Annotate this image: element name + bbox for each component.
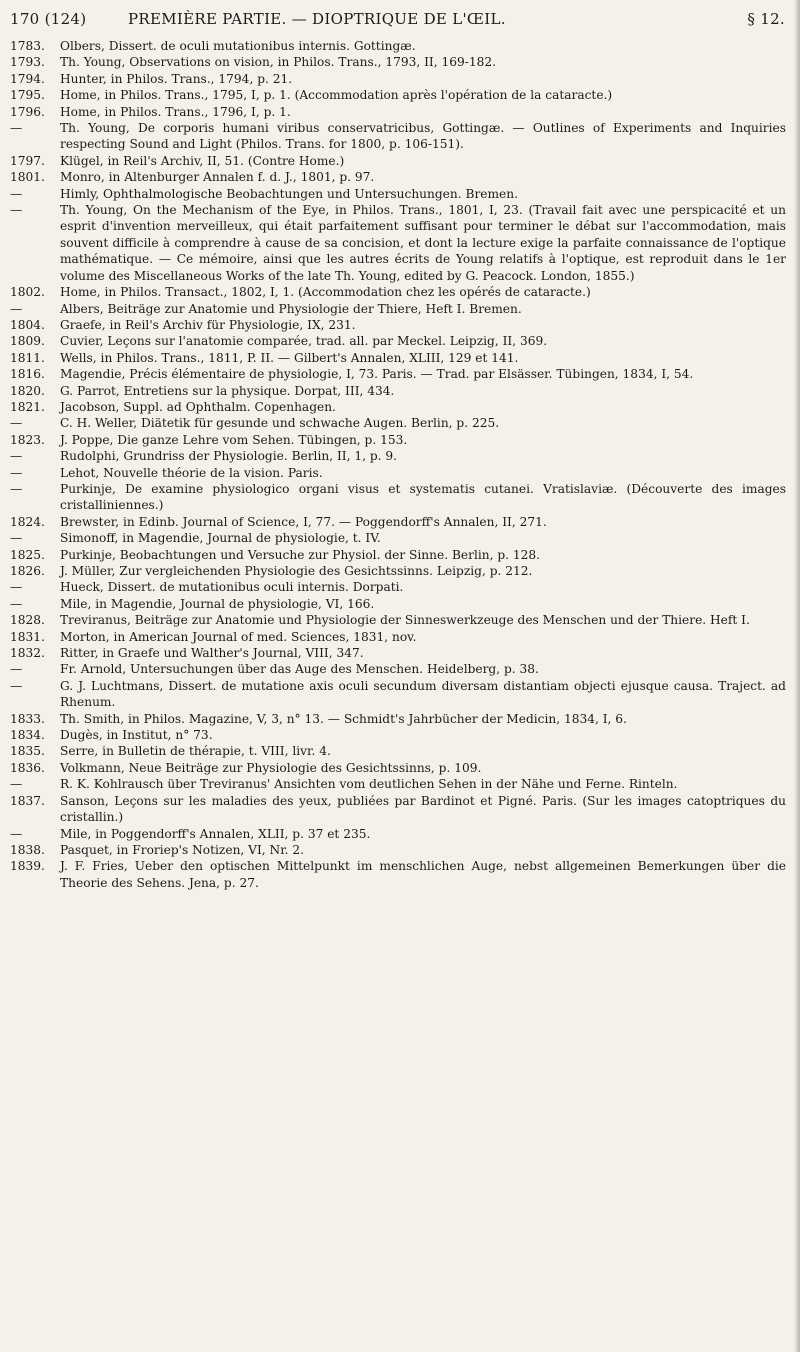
entry-text: R. K. Kohlrausch über Treviranus' Ansichten vom deutlichen Sehen in der Nähe und Ferne. Rinteln. xyxy=(60,777,678,792)
bibliography-entry xyxy=(10,399,786,415)
entry-text: Albers, Beiträge zur Anatomie und Physiologie der Thiere, Heft I. Bremen. xyxy=(60,301,522,316)
bibliography-entry xyxy=(10,793,786,826)
entry-year: 1836. xyxy=(10,760,45,775)
entry-year: 1783. xyxy=(10,39,45,53)
entry-year: 1801. xyxy=(10,170,45,185)
entry-year: 1828. xyxy=(10,613,45,628)
bibliography-entry xyxy=(10,104,786,120)
entry-year: 1797. xyxy=(10,153,45,168)
bibliography-entry xyxy=(10,87,786,103)
bibliography-entry xyxy=(10,448,786,464)
bibliography-entry xyxy=(10,202,786,284)
entry-year: 1825. xyxy=(10,547,45,562)
entry-text: Th. Young, De corporis humani viribus conservatricibus, Gottingæ. — Outlines of Experiments and Inquiries respecting Sound and Light (Philos. Trans. for 1800, p. 106-151). xyxy=(60,121,786,152)
entry-text: G. Parrot, Entretiens sur la physique. Dorpat, III, 434. xyxy=(60,383,395,398)
entry-year: 1804. xyxy=(10,317,45,332)
bibliography-entry xyxy=(10,38,786,54)
entry-text: Ritter, in Graefe und Walther's Journal, VIII, 347. xyxy=(60,646,364,661)
bibliography-entry xyxy=(10,530,786,546)
entry-text: Jacobson, Suppl. ad Ophthalm. Copenhagen. xyxy=(60,399,336,414)
page-number: 170 (124) xyxy=(10,10,87,28)
entry-text: Mile, in Magendie, Journal de physiologie, VI, 166. xyxy=(60,596,375,611)
bibliography-entry xyxy=(10,711,786,727)
bibliography-entry xyxy=(10,661,786,677)
entry-year: — xyxy=(10,481,23,496)
entry-text: Volkmann, Neue Beiträge zur Physiologie des Gesichtssinns, p. 109. xyxy=(60,760,482,775)
entry-year: — xyxy=(10,777,23,792)
bibliography-entry xyxy=(10,120,786,153)
entry-year: 1809. xyxy=(10,334,45,349)
entry-text: Rudolphi, Grundriss der Physiologie. Berlin, II, 1, p. 9. xyxy=(60,449,398,464)
bibliography-entry xyxy=(10,366,786,382)
entry-year: 1820. xyxy=(10,383,45,398)
entry-text: Th. Smith, in Philos. Magazine, V, 3, n° 13. — Schmidt's Jahrbücher der Medicin, 1834, I, 6. xyxy=(60,711,627,726)
entry-text: Olbers, Dissert. de oculi mutationibus internis. Gottingæ. xyxy=(60,39,416,53)
entry-year: 1833. xyxy=(10,711,45,726)
entry-year: 1834. xyxy=(10,728,45,743)
bibliography-entry xyxy=(10,579,786,595)
bibliography-entry xyxy=(10,432,786,448)
entry-text: C. H. Weller, Diätetik für gesunde und schwache Augen. Berlin, p. 225. xyxy=(60,416,500,431)
bibliography-entry xyxy=(10,743,786,759)
entry-text: J. Poppe, Die ganze Lehre vom Sehen. Tübingen, p. 153. xyxy=(60,432,408,447)
entry-year: — xyxy=(10,449,23,464)
entry-text: Serre, in Bulletin de thérapie, t. VIII, livr. 4. xyxy=(60,744,331,759)
entry-text: Fr. Arnold, Untersuchungen über das Auge des Menschen. Heidelberg, p. 38. xyxy=(60,662,539,677)
bibliography-list xyxy=(10,38,786,891)
bibliography-entry xyxy=(10,350,786,366)
entry-year: — xyxy=(10,596,23,611)
bibliography-entry xyxy=(10,284,786,300)
bibliography-entry xyxy=(10,842,786,858)
bibliography-entry xyxy=(10,481,786,514)
entry-text: Simonoff, in Magendie, Journal de physiologie, t. IV. xyxy=(60,531,381,546)
entry-text: G. J. Luchtmans, Dissert. de mutatione axis oculi secundum diversam distantiam objecti ejusque causa. Traject. ad Rhenum. xyxy=(60,678,786,710)
entry-year: — xyxy=(10,580,23,595)
bibliography-entry xyxy=(10,547,786,563)
entry-text: Brewster, in Edinb. Journal of Science, I, 77. — Poggendorff's Annalen, II, 271. xyxy=(60,514,547,529)
entry-text: Sanson, Leçons sur les maladies des yeux, publiées par Bardinot et Pigné. Paris. (Sur les images catoptriques du cristallin.) xyxy=(60,793,786,825)
entry-text: Th. Young, On the Mechanism of the Eye, in Philos. Trans., 1801, I, 23. (Travail fait avec une perspicacité et un esprit d'invention merveilleux, qui était parfaitement suffisant pour terminer le débat sur l'accommodation, mais souvent difficile à comprendre à cause de sa concision, et dont la lecture exige la parfaite connaissance de l'optique mathématique. — Ce mémoire, ainsi que les autres écrits de Young relatifs à l'optique, est reproduit dans le 1er volume des Miscellaneous Works of the late Th. Young, edited by G. Peacock. London, 1855.) xyxy=(60,203,786,283)
bibliography-entry xyxy=(10,169,786,185)
bibliography-entry xyxy=(10,563,786,579)
entry-year: 1821. xyxy=(10,399,45,414)
bibliography-entry xyxy=(10,71,786,87)
entry-year: 1838. xyxy=(10,842,45,857)
entry-text: Lehot, Nouvelle théorie de la vision. Paris. xyxy=(60,465,323,480)
bibliography-entry xyxy=(10,514,786,530)
bibliography-entry xyxy=(10,776,786,792)
entry-year: — xyxy=(10,662,23,677)
bibliography-entry xyxy=(10,54,786,70)
entry-text: Klügel, in Reil's Archiv, II, 51. (Contre Home.) xyxy=(60,153,345,168)
entry-text: Graefe, in Reil's Archiv für Physiologie, IX, 231. xyxy=(60,317,356,332)
entry-text: Purkinje, Beobachtungen und Versuche zur Physiol. der Sinne. Berlin, p. 128. xyxy=(60,547,541,562)
entry-year: 1837. xyxy=(10,793,45,808)
entry-year: — xyxy=(10,301,23,316)
entry-text: Treviranus, Beiträge zur Anatomie und Physiologie der Sinneswerkzeuge des Menschen und der Thiere. Heft I. xyxy=(60,613,750,628)
bibliography-entry xyxy=(10,858,786,891)
entry-year: 1802. xyxy=(10,285,45,300)
entry-year: — xyxy=(10,186,23,201)
bibliography-entry xyxy=(10,678,786,711)
entry-text: J. Müller, Zur vergleichenden Physiologie des Gesichtssinns. Leipzig, p. 212. xyxy=(60,564,533,578)
entry-year: 1795. xyxy=(10,88,45,103)
bibliography-entry xyxy=(10,629,786,645)
entry-text: Home, in Philos. Trans., 1796, I, p. 1. xyxy=(60,104,291,119)
entry-text: Monro, in Altenburger Annalen f. d. J., 1801, p. 97. xyxy=(60,170,375,185)
entry-text: Pasquet, in Froriep's Notizen, VI, Nr. 2. xyxy=(60,842,305,857)
entry-text: J. F. Fries, Ueber den optischen Mittelpunkt im menschlichen Auge, nebst allgemeinen Bemerkungen über die Theorie des Sehens. Jena, p. 27. xyxy=(60,859,786,890)
entry-year: — xyxy=(10,416,23,431)
entry-year: 1839. xyxy=(10,859,45,874)
entry-text: Purkinje, De examine physiologico organi visus et systematis cutanei. Vratislaviæ. (Découverte des images cristalliniennes.) xyxy=(60,481,786,513)
entry-text: Th. Young, Observations on vision, in Philos. Trans., 1793, II, 169-182. xyxy=(60,55,496,70)
entry-year: 1796. xyxy=(10,104,45,119)
entry-year: — xyxy=(10,826,23,841)
bibliography-entry xyxy=(10,301,786,317)
entry-year: 1824. xyxy=(10,514,45,529)
bibliography-entry xyxy=(10,596,786,612)
bibliography-entry xyxy=(10,760,786,776)
entry-year: — xyxy=(10,203,23,218)
entry-year: — xyxy=(10,465,23,480)
entry-text: Magendie, Précis élémentaire de physiologie, I, 73. Paris. — Trad. par Elsässer. Tübingen, 1834, I, 54. xyxy=(60,367,694,382)
bibliography-entry xyxy=(10,415,786,431)
entry-text: Hunter, in Philos. Trans., 1794, p. 21. xyxy=(60,71,293,86)
entry-year: 1793. xyxy=(10,55,45,70)
bibliography-entry xyxy=(10,612,786,628)
bibliography-entry xyxy=(10,727,786,743)
entry-year: 1831. xyxy=(10,629,45,644)
bibliography-entry xyxy=(10,826,786,842)
bibliography-entry xyxy=(10,383,786,399)
entry-text: Himly, Ophthalmologische Beobachtungen und Untersuchungen. Bremen. xyxy=(60,186,518,201)
entry-text: Morton, in American Journal of med. Sciences, 1831, nov. xyxy=(60,629,417,644)
entry-year: 1794. xyxy=(10,71,45,86)
bibliography-entry xyxy=(10,333,786,349)
entry-year: 1816. xyxy=(10,367,45,382)
section-marker: § 12. xyxy=(747,10,785,28)
bibliography-entry xyxy=(10,645,786,661)
entry-text: Home, in Philos. Transact., 1802, I, 1. (Accommodation chez les opérés de cataracte.) xyxy=(60,285,591,300)
entry-year: 1832. xyxy=(10,646,45,661)
page-title: PREMIÈRE PARTIE. — DIOPTRIQUE DE L'ŒIL. xyxy=(128,10,506,28)
entry-text: Dugès, in Institut, n° 73. xyxy=(60,728,213,743)
entry-text: Mile, in Poggendorff's Annalen, XLII, p. 37 et 235. xyxy=(60,826,371,841)
entry-year: — xyxy=(10,121,23,136)
entry-text: Cuvier, Leçons sur l'anatomie comparée, trad. all. par Meckel. Leipzig, II, 369. xyxy=(60,334,548,349)
entry-text: Wells, in Philos. Trans., 1811, P. II. — Gilbert's Annalen, XLIII, 129 et 141. xyxy=(60,350,519,365)
page-edge-shadow xyxy=(794,0,800,1352)
entry-year: 1826. xyxy=(10,564,45,578)
entry-year: — xyxy=(10,531,23,546)
entry-year: 1811. xyxy=(10,350,45,365)
bibliography-entry xyxy=(10,186,786,202)
entry-year: 1823. xyxy=(10,432,45,447)
entry-year: 1835. xyxy=(10,744,45,759)
bibliography-entry xyxy=(10,317,786,333)
running-head xyxy=(10,10,785,32)
bibliography-entry xyxy=(10,465,786,481)
entry-text: Home, in Philos. Trans., 1795, I, p. 1. (Accommodation après l'opération de la cataracte.) xyxy=(60,88,613,103)
bibliography-entry xyxy=(10,153,786,169)
entry-year: — xyxy=(10,678,23,693)
entry-text: Hueck, Dissert. de mutationibus oculi internis. Dorpati. xyxy=(60,580,404,595)
